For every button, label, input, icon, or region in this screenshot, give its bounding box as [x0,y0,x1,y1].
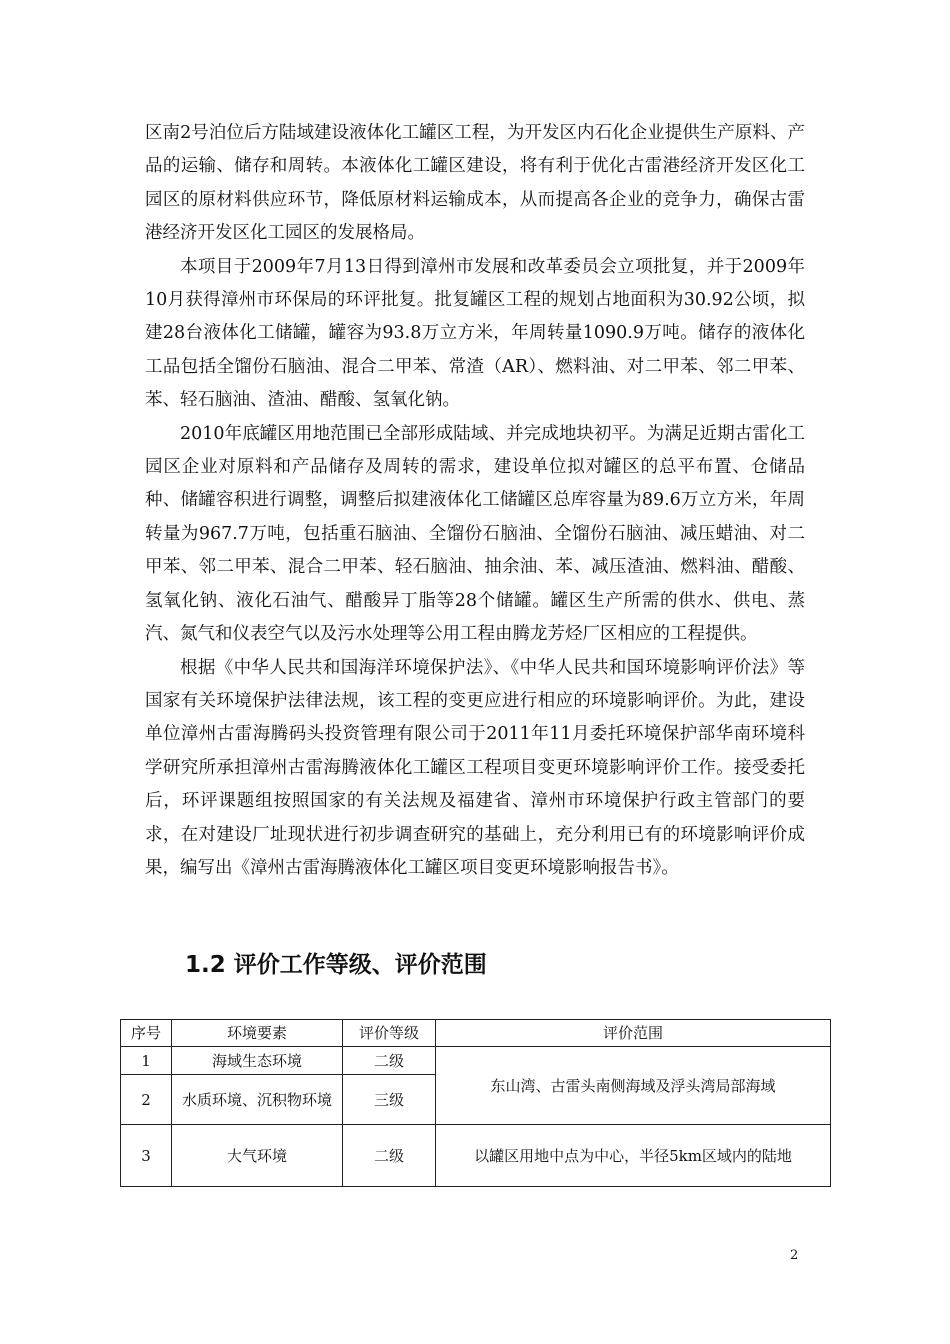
row-element: 大气环境 [172,1125,343,1187]
row-level: 二级 [343,1047,436,1075]
paragraph-3: 2010年底罐区用地范围已全部形成陆域、并完成地块初平。为满足近期古雷化工园区企业对原料和产品储存及周转的需求，建设单位拟对罐区的总平布置、仓储品种、储罐容积进行调整，调整后拟建液体化工储罐区总库容量为89.6万立方米，年周转量为967.7万吨，包括重石脑油、全馏份石脑油、全馏份石脑油、减压蜡油、对二甲苯、邻二甲苯、混合二甲苯、轻石脑油、抽余油、苯、减压渣油、燃料油、醋酸、氢氧化钠、液化石油气、醋酸异丁脂等28个储罐。罐区生产所需的供水、供电、蒸汽、氮气和仪表空气以及污水处理等公用工程由腾龙芳烃厂区相应的工程提供。 [145,423,805,645]
row-no: 3 [121,1125,172,1187]
row-element: 海域生态环境 [172,1047,343,1075]
header-element: 环境要素 [172,1020,343,1047]
header-level: 评价等级 [343,1020,436,1047]
page-number: 2 [790,1248,799,1263]
paragraph-1: 区南2号泊位后方陆域建设液体化工罐区工程，为开发区内石化企业提供生产原料、产品的运输、储存和周转。本液体化工罐区建设，将有利于优化古雷港经济开发区化工园区的原材料供应环节，降低原材料运输成本，从而提高各企业的竞争力，确保古雷港经济开发区化工园区的发展格局。 [145,123,805,244]
row-no: 1 [121,1047,172,1075]
row-no: 2 [121,1075,172,1125]
paragraph-4: 根据《中华人民共和国海洋环境保护法》、《中华人民共和国环境影响评价法》等国家有关环境保护法律法规，该工程的变更应进行相应的环境影响评价。为此，建设单位漳州古雷海腾码头投资管理有限公司于2011年11月委托环境保护部华南环境科学研究所承担漳州古雷海腾液体化工罐区工程项目变更环境影响评价工作。接受委托后，环评课题组按照国家的有关法规及福建省、漳州市环境保护行政主管部门的要求，在对建设厂址现状进行初步调查研究的基础上，充分利用已有的环境影响评价成果，编写出《漳州古雷海腾液体化工罐区项目变更环境影响报告书》。 [145,657,805,878]
section-heading: 1.2 评价工作等级、评价范围 [185,952,487,978]
row-scope: 以罐区用地中点为中心，半径5km区域内的陆地 [436,1125,831,1187]
header-scope: 评价范围 [436,1020,831,1047]
table-row [121,1125,831,1187]
body-text [145,117,805,885]
paragraph-2: 本项目于2009年7月13日得到漳州市发展和改革委员会立项批复，并于2009年10月获得漳州市环保局的环评批复。批复罐区工程的规划占地面积为30.92公顷，拟建28台液体化工储罐，罐容为93.8万立方米，年周转量1090.9万吨。储存的液体化工品包括全馏份石脑油、混合二甲苯、常渣（AR）、燃料油、对二甲苯、邻二甲苯、苯、轻石脑油、渣油、醋酸、氢氧化钠。 [145,256,805,411]
table-row [121,1047,831,1075]
row-element: 水质环境、沉积物环境 [172,1075,343,1125]
row-level: 三级 [343,1075,436,1125]
header-no: 序号 [121,1020,172,1047]
evaluation-table [120,1019,831,1187]
row-level: 二级 [343,1125,436,1187]
row-scope-merged: 东山湾、古雷头南侧海域及浮头湾局部海域 [436,1047,831,1125]
table-header-row [121,1020,831,1047]
